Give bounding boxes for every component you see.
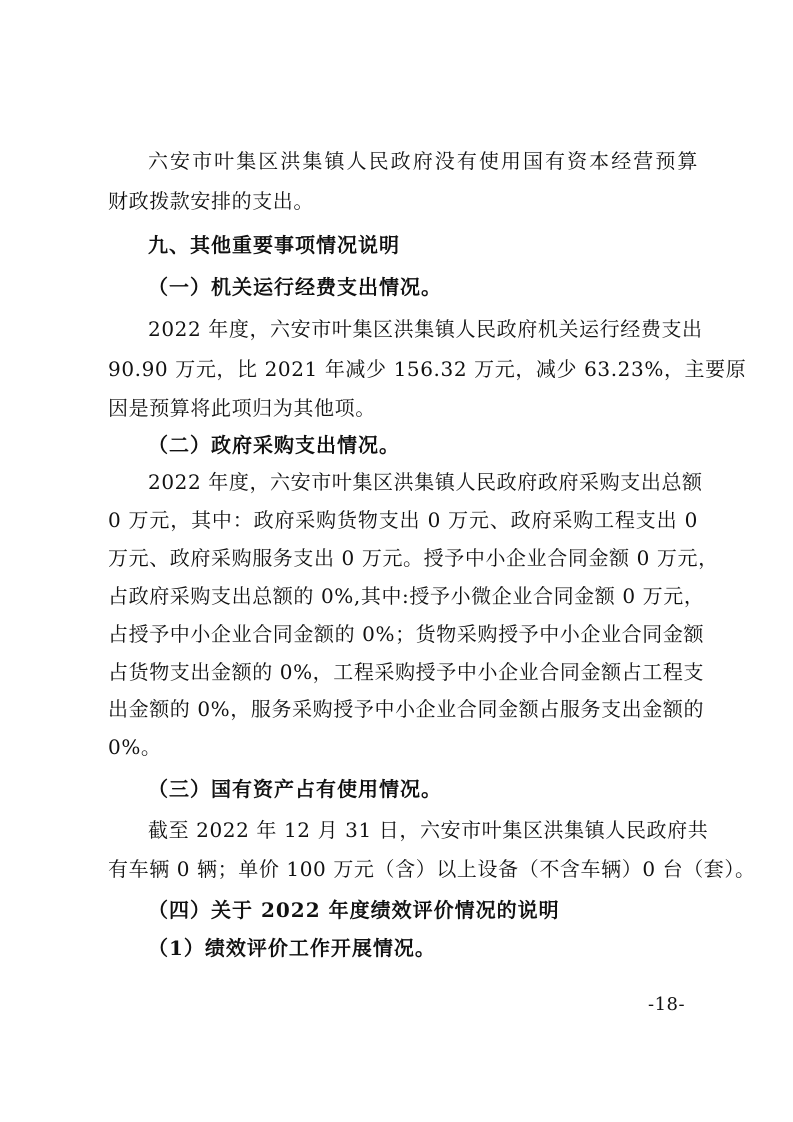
paragraph-line: 占货物支出金额的 0%，工程采购授予中小企业合同金额占工程支 bbox=[108, 660, 705, 684]
paragraph-line: 截至 2022 年 12 月 31 日，六安市叶集区洪集镇人民政府共 bbox=[148, 818, 709, 842]
section-heading: 九、其他重要事项情况说明 bbox=[148, 233, 400, 257]
paragraph-line: 占政府采购支出总额的 0%,其中:授予小微企业合同金额 0 万元， bbox=[108, 584, 705, 608]
paragraph-line: 0 万元，其中：政府采购货物支出 0 万元、政府采购工程支出 0 bbox=[108, 508, 698, 532]
paragraph-line: 有车辆 0 辆；单价 100 万元（含）以上设备（不含车辆）0 台（套）。 bbox=[108, 857, 756, 881]
page-number: -18- bbox=[648, 994, 686, 1015]
subsection-heading: （二）政府采购支出情况。 bbox=[148, 433, 400, 457]
paragraph-line: 因是预算将此项归为其他项。 bbox=[108, 396, 376, 420]
paragraph-line: 2022 年度，六安市叶集区洪集镇人民政府机关运行经费支出 bbox=[148, 317, 703, 341]
paragraph-line: 出金额的 0%，服务采购授予中小企业合同金额占服务支出金额的 bbox=[108, 697, 705, 721]
paragraph-line: 90.90 万元，比 2021 年减少 156.32 万元，减少 63.23%，主要原 bbox=[108, 357, 747, 381]
paragraph-line: 财政拨款安排的支出。 bbox=[108, 189, 314, 213]
subsection-heading: （1）绩效评价工作开展情况。 bbox=[148, 936, 436, 960]
subsection-heading: （四）关于 2022 年度绩效评价情况的说明 bbox=[148, 898, 560, 922]
paragraph-line: 占授予中小企业合同金额的 0%；货物采购授予中小企业合同金额 bbox=[108, 622, 705, 646]
paragraph-line: 2022 年度，六安市叶集区洪集镇人民政府政府采购支出总额 bbox=[148, 470, 703, 494]
subsection-heading: （三）国有资产占有使用情况。 bbox=[148, 777, 442, 801]
subsection-heading: （一）机关运行经费支出情况。 bbox=[148, 275, 442, 299]
paragraph-line: 六安市叶集区洪集镇人民政府没有使用国有资本经营预算 bbox=[148, 149, 698, 173]
paragraph-line: 万元、政府采购服务支出 0 万元。授予中小企业合同金额 0 万元， bbox=[108, 546, 719, 570]
paragraph-line: 0%。 bbox=[108, 735, 162, 759]
